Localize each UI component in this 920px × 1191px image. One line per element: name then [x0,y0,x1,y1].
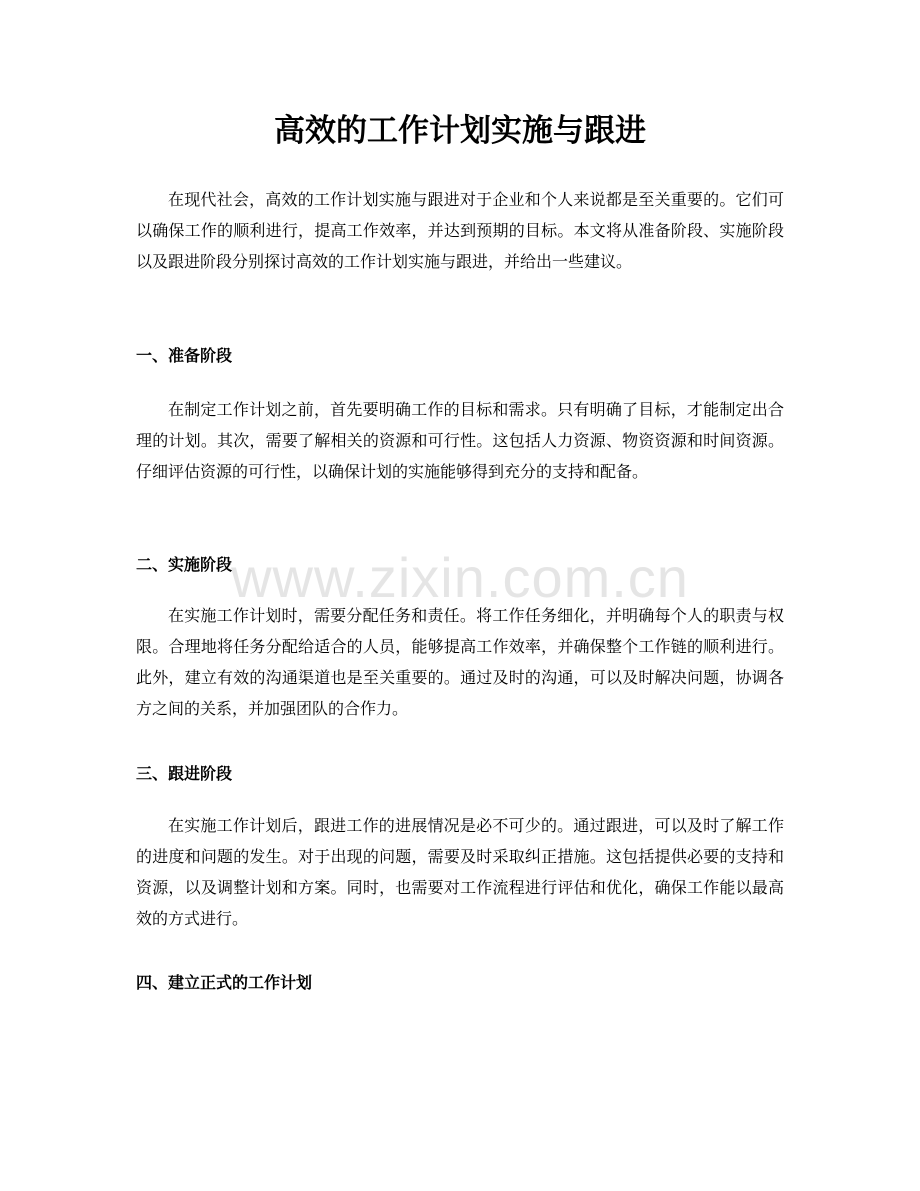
watermark: www.zixin.com.cn [231,546,689,609]
section-heading-follow-up: 三、跟进阶段 [136,764,233,783]
section-heading-formal-plan: 四、建立正式的工作计划 [136,973,313,992]
section-body-preparation: 在制定工作计划之前，首先要明确工作的目标和需求。只有明确了目标，才能制定出合理的计划。其次，需要了解相关的资源和可行性。这包括人力资源、物资资源和时间资源。仔细评估资源的可行性，以确保计划的实施能够得到充分的支持和配备。 [136,400,784,481]
section-body-implementation: 在实施工作计划时，需要分配任务和责任。将工作任务细化，并明确每个人的职责与权限。合理地将任务分配给适合的人员，能够提高工作效率，并确保整个工作链的顺利进行。此外，建立有效的沟通渠道也是至关重要的。通过及时的沟通，可以及时解决问题，协调各方之间的关系，并加强团队的合作力。 [136,606,784,718]
section-heading-preparation: 一、准备阶段 [136,346,233,365]
section-body-follow-up: 在实施工作计划后，跟进工作的进展情况是必不可少的。通过跟进，可以及时了解工作的进度和问题的发生。对于出现的问题，需要及时采取纠正措施。这包括提供必要的支持和资源，以及调整计划和方案。同时，也需要对工作流程进行评估和优化，确保工作能以最高效的方式进行。 [136,816,784,928]
section-heading-implementation: 二、实施阶段 [136,555,233,574]
document-title: 高效的工作计划实施与跟进 [274,113,646,149]
intro-paragraph: 在现代社会，高效的工作计划实施与跟进对于企业和个人来说都是至关重要的。它们可以确保工作的顺利进行，提高工作效率，并达到预期的目标。本文将从准备阶段、实施阶段以及跟进阶段分别探讨高效的工作计划实施与跟进，并给出一些建议。 [136,190,784,271]
